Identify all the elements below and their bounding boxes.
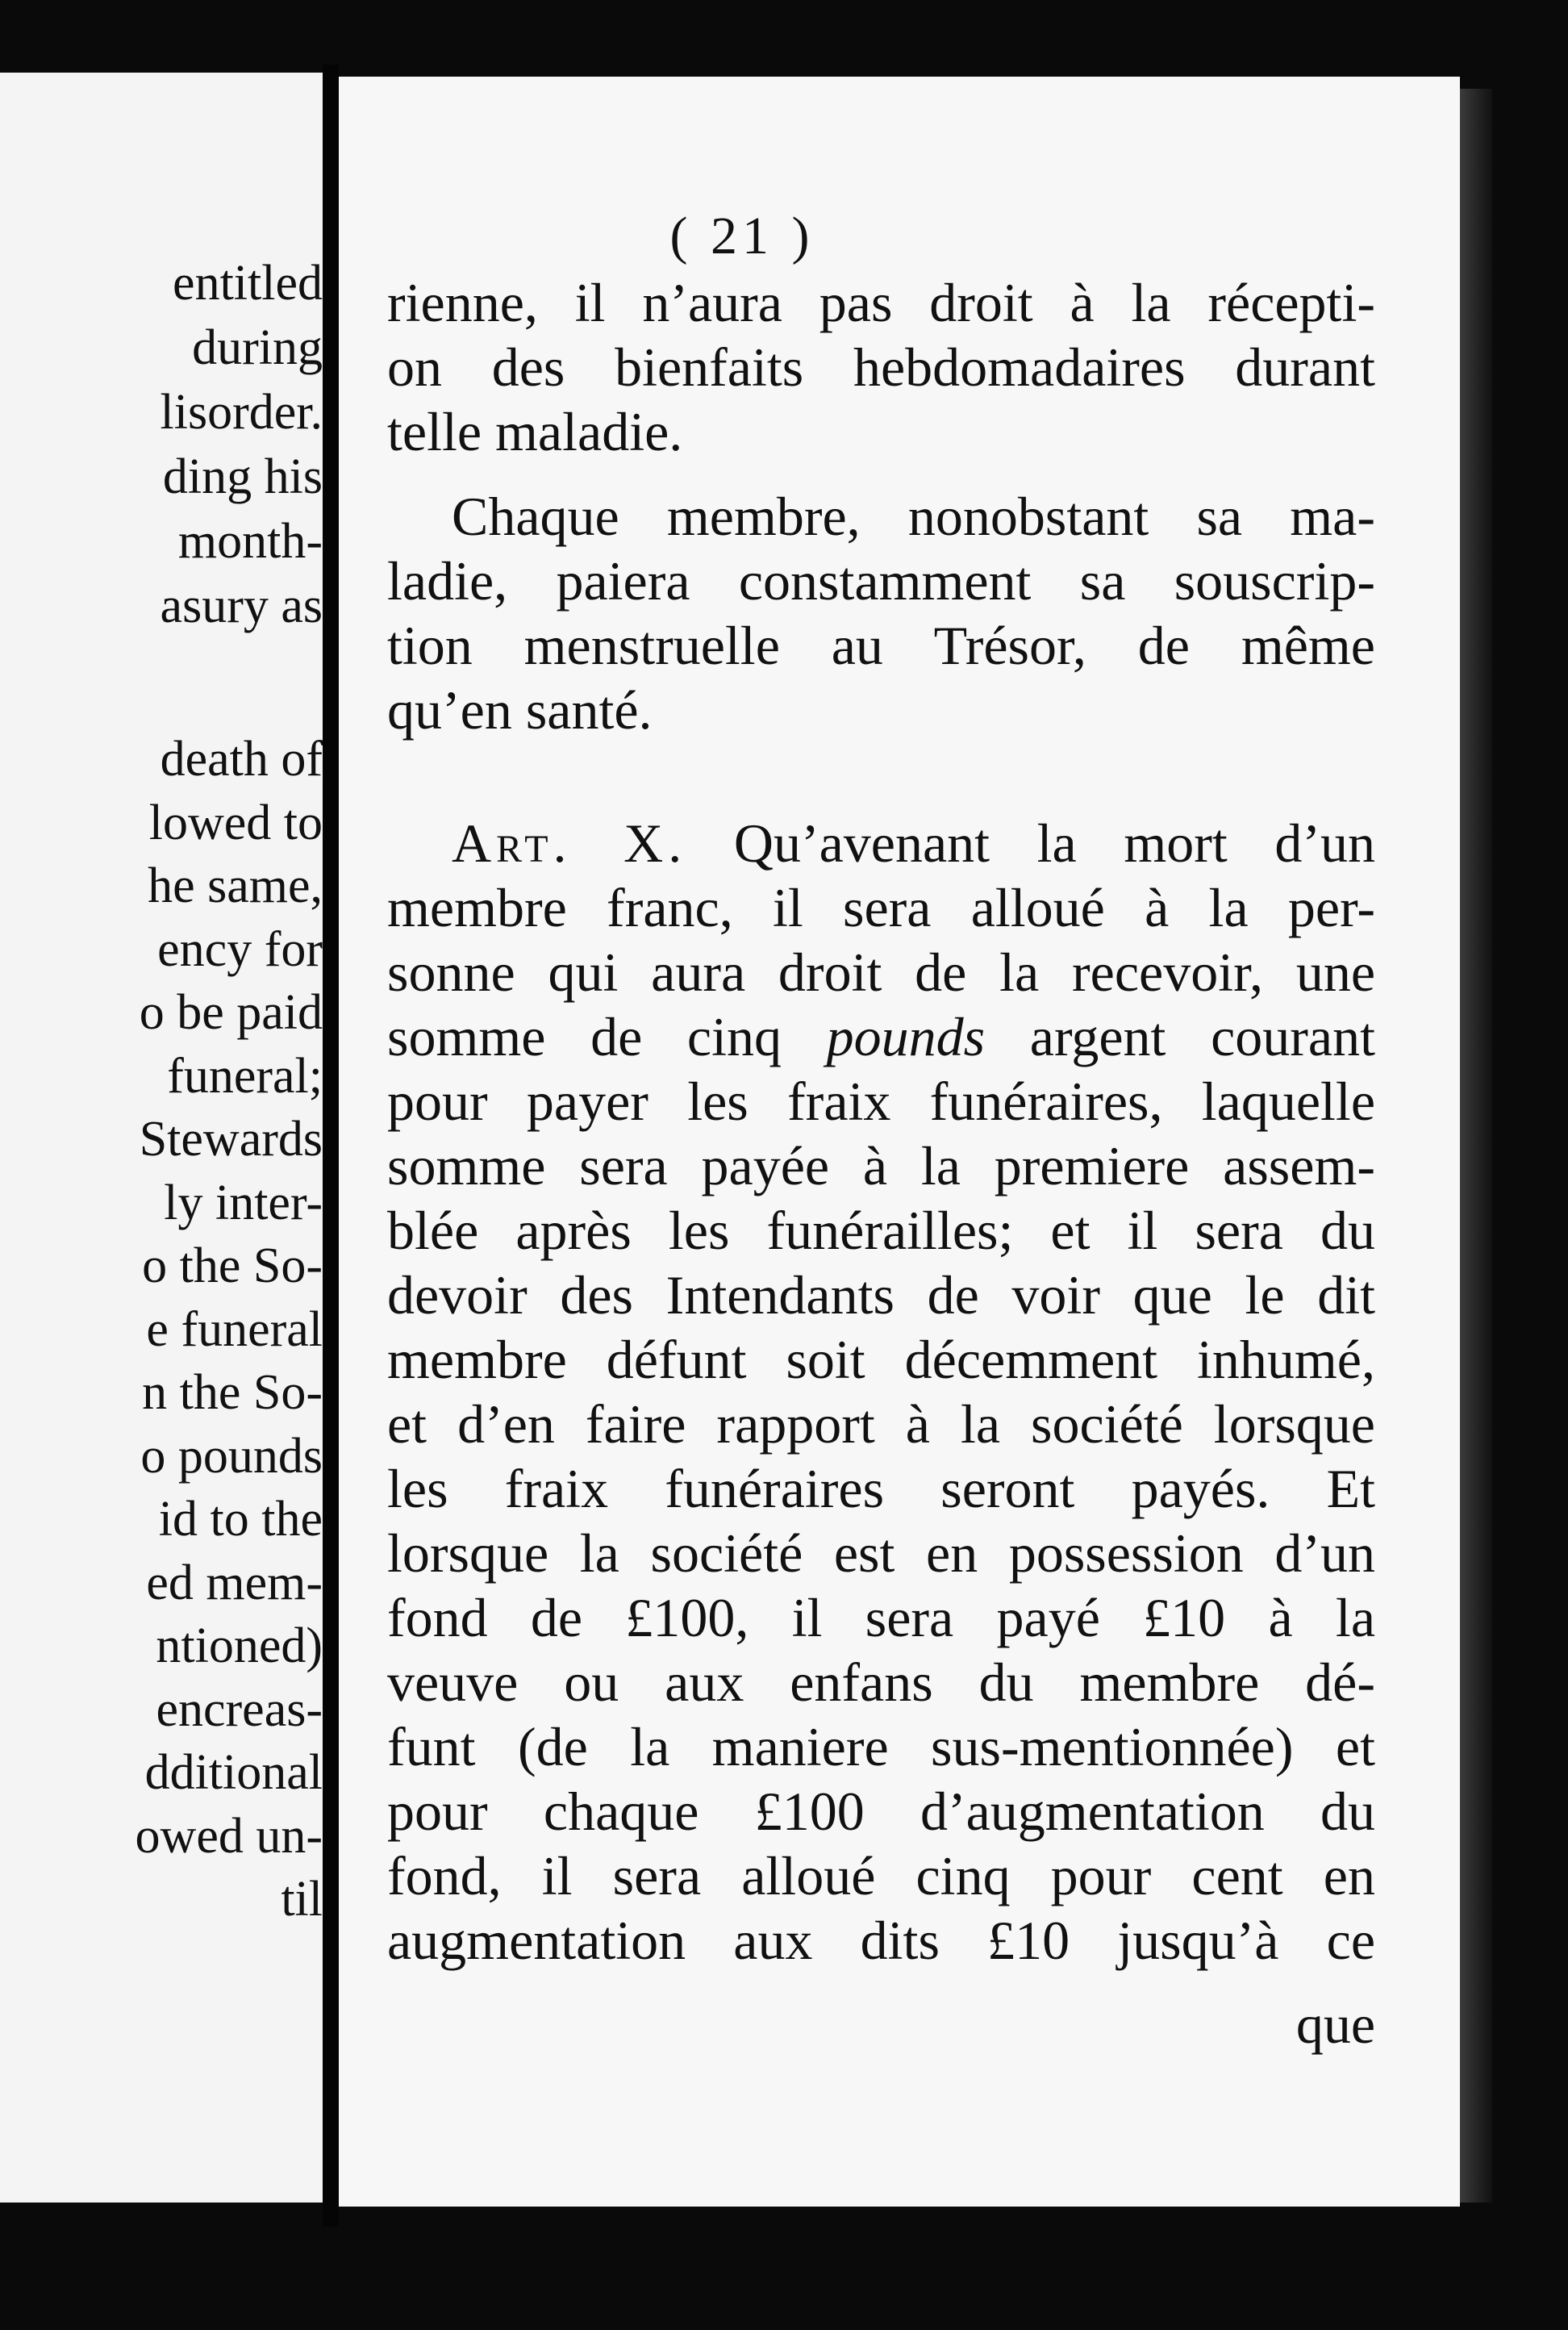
text-line: qu’en santé.: [387, 679, 653, 741]
left-page-line: e funeral: [146, 1301, 323, 1357]
left-page-line: ly inter-: [164, 1175, 323, 1230]
left-page-line: encreas-: [156, 1681, 323, 1737]
left-page-line: lisorder.: [160, 385, 323, 440]
paragraph-2: [387, 484, 1375, 742]
text-line: somme sera payée à la premiere assem-: [387, 1135, 1375, 1196]
book-gutter: [323, 65, 339, 2227]
italic-word: pounds: [826, 1006, 986, 1067]
paragraph-1: [387, 270, 1375, 464]
left-page-line: owed un-: [135, 1808, 323, 1864]
text-line: pour payer les fraix funéraires, laquelle: [387, 1071, 1375, 1132]
text-line: pour chaque £100 d’augmentation du: [387, 1781, 1375, 1842]
text-line: augmentation aux dits £10 jusqu’à ce: [387, 1910, 1375, 1971]
text-line: ladie, paiera constamment sa souscrip-: [387, 550, 1375, 612]
text-line: lorsque la société est en possession d’un: [387, 1522, 1375, 1584]
left-page-line: o be paid: [139, 985, 323, 1040]
left-page-line: month-: [177, 514, 323, 569]
left-page-line: n the So-: [142, 1365, 323, 1420]
left-page-line: Stewards: [139, 1112, 323, 1167]
text-line: membre défunt soit décemment inhumé,: [387, 1329, 1375, 1390]
text-line: on des bienfaits hebdomadaires durant: [387, 336, 1375, 398]
text-line: devoir des Intendants de voir que le dit: [387, 1264, 1375, 1326]
text-line: funt (de la maniere sus-mentionnée) et: [387, 1716, 1375, 1777]
catchword: que: [1295, 1994, 1375, 2055]
article-x: [387, 811, 1375, 1973]
text-line: les fraix funéraires seront payés. Et: [387, 1458, 1375, 1519]
left-page-line: ed mem-: [146, 1555, 323, 1610]
left-page-line: during: [192, 320, 323, 375]
text-line: veuve ou aux enfans du membre dé-: [387, 1651, 1375, 1713]
article-first-line-text: Qu’avenant la mort d’un: [733, 812, 1375, 874]
left-facing-page: [0, 73, 323, 2203]
left-page-line: ency for: [157, 921, 323, 977]
text-line: fond, il sera alloué cinq pour cent en: [387, 1845, 1375, 1906]
text-line-with-italic: [387, 1004, 1375, 1069]
article-label: Art. X.: [452, 812, 687, 874]
left-page-line: funeral;: [167, 1048, 323, 1104]
left-page-line: entitled: [173, 256, 323, 311]
text-line: rienne, il n’aura pas droit à la récepti-: [387, 272, 1375, 333]
text-line: telle maladie.: [387, 401, 683, 462]
left-page-line: he same,: [148, 858, 323, 913]
text-line: tion menstruelle au Trésor, de même: [387, 615, 1375, 676]
left-page-line: ntioned): [156, 1618, 323, 1673]
text-segment: somme de cinq: [387, 1006, 782, 1067]
page-number: ( 21 ): [669, 207, 815, 265]
left-page-line: asury as: [160, 578, 323, 633]
text-line: membre franc, il sera alloué à la per-: [387, 877, 1375, 938]
text-line: Chaque membre, nonobstant sa ma-: [452, 486, 1375, 547]
text-line: et d’en faire rapport à la société lorsque: [387, 1393, 1375, 1455]
left-page-line: ding his: [162, 449, 323, 504]
left-page-line: til: [281, 1872, 323, 1927]
text-line: fond de £100, il sera payé £10 à la: [387, 1587, 1375, 1648]
text-line: sonne qui aura droit de la recevoir, une: [387, 942, 1375, 1003]
left-page-line: id to the: [158, 1492, 323, 1547]
left-page-line: death of: [160, 732, 323, 787]
text-segment: argent courant: [1029, 1006, 1375, 1067]
left-page-line: o pounds: [140, 1428, 323, 1484]
left-page-line: lowed to: [148, 795, 323, 850]
article-heading-line: [387, 811, 1375, 875]
left-page-line: dditional: [144, 1745, 323, 1800]
text-line: blée après les funérailles; et il sera du: [387, 1200, 1375, 1261]
left-page-line: o the So-: [142, 1238, 323, 1293]
